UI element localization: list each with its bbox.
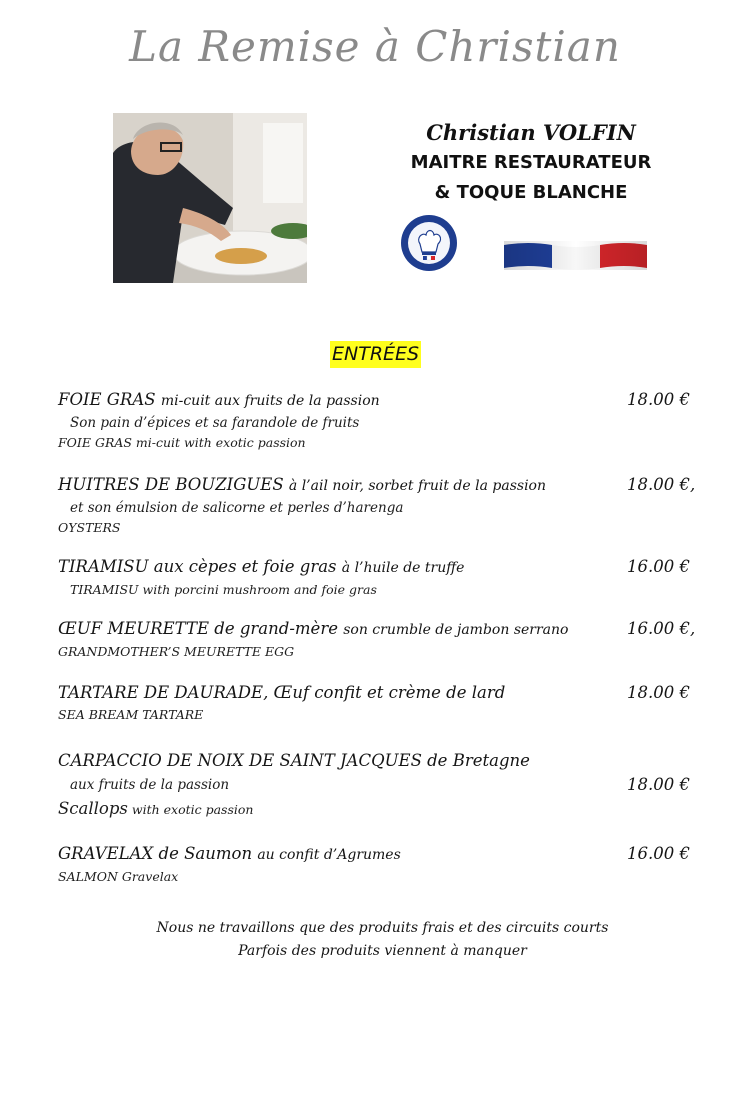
menu-item xyxy=(58,473,708,538)
menu-item-description: son crumble de jambon serrano xyxy=(343,622,569,638)
menu-item-price: 16.00 € xyxy=(627,557,690,576)
menu-item-heading xyxy=(58,681,708,705)
menu-item-english: with exotic passion xyxy=(131,802,254,817)
menu-item xyxy=(58,842,708,887)
menu-item-price: 18.00 € xyxy=(627,775,690,794)
menu-item-price: 18.00 € xyxy=(627,683,690,702)
menu-item-english: GRANDMOTHER’S MEURETTE EGG xyxy=(58,644,295,659)
menu-item-heading xyxy=(58,617,708,642)
menu-item-english: SALMON Gravelax xyxy=(58,869,179,884)
french-flag xyxy=(504,241,647,270)
menu-item-description: à l’ail noir, sorbet fruit de la passion xyxy=(288,478,546,494)
menu-item-price: 16.00 € xyxy=(627,844,690,863)
menu-item-english: SEA BREAM TARTARE xyxy=(58,707,204,722)
menu-item-english: FOIE GRAS mi-cuit with exotic passion xyxy=(58,435,306,450)
chef-title-line-1: MAITRE RESTAURATEUR xyxy=(410,152,652,173)
menu-item xyxy=(58,681,708,725)
restaurant-title: La Remise à Christian xyxy=(129,22,621,71)
chef-plating-photo xyxy=(113,113,307,283)
menu-item-english-line xyxy=(58,797,708,821)
menu-item-price: 18.00 € xyxy=(627,390,690,409)
menu-item-name: TARTARE DE DAURADE, Œuf confit et crème de lard xyxy=(58,683,506,702)
menu-item-name: HUITRES DE BOUZIGUES xyxy=(58,475,284,494)
menu-item xyxy=(58,388,708,453)
toques-blanches-logo xyxy=(400,214,458,272)
menu-item-heading xyxy=(58,555,708,580)
section-title-entrees: ENTRÉES xyxy=(330,341,421,368)
menu-item-heading xyxy=(58,473,708,498)
menu-item-description: mi-cuit aux fruits de la passion xyxy=(160,393,380,409)
menu-item-detail: et son émulsion de salicorne et perles d’harenga xyxy=(70,500,404,516)
menu-item-name: GRAVELAX de Saumon xyxy=(58,844,253,863)
footer-line-1: Nous ne travaillons que des produits frais et des circuits courts xyxy=(156,920,609,936)
menu-item-name: CARPACCIO DE NOIX DE SAINT JACQUES de Bretagne xyxy=(58,751,530,770)
menu-item-price: 16.00 €, xyxy=(627,619,696,638)
footer-line-2: Parfois des produits viennent à manquer xyxy=(238,943,527,959)
menu-item xyxy=(58,555,708,600)
menu-item xyxy=(58,749,708,821)
menu-item-english-name: Scallops xyxy=(58,799,128,818)
menu-item xyxy=(58,617,708,662)
menu-item-description: au confit d’Agrumes xyxy=(257,847,401,863)
menu-item-heading xyxy=(58,749,708,773)
menu-item-price: 18.00 €, xyxy=(627,475,696,494)
menu-item-name: TIRAMISU aux cèpes et foie gras xyxy=(58,557,337,576)
menu-item-name: FOIE GRAS xyxy=(58,390,156,409)
menu-item-english: OYSTERS xyxy=(58,520,121,535)
chef-info xyxy=(395,118,667,208)
menu-item-detail: Son pain d’épices et sa farandole de fruits xyxy=(70,415,360,431)
menu-item-english: TIRAMISU with porcini mushroom and foie gras xyxy=(70,582,377,597)
menu-item-detail: aux fruits de la passion xyxy=(70,777,230,793)
chef-title-line-2: & TOQUE BLANCHE xyxy=(434,182,628,203)
menu-item-heading xyxy=(58,388,708,413)
menu-item-name: ŒUF MEURETTE de grand-mère xyxy=(58,619,338,638)
menu-item-description: à l’huile de truffe xyxy=(341,560,465,576)
chef-name: Christian VOLFIN xyxy=(426,120,636,145)
menu-footer-note xyxy=(0,917,750,963)
menu-item-heading xyxy=(58,842,708,867)
